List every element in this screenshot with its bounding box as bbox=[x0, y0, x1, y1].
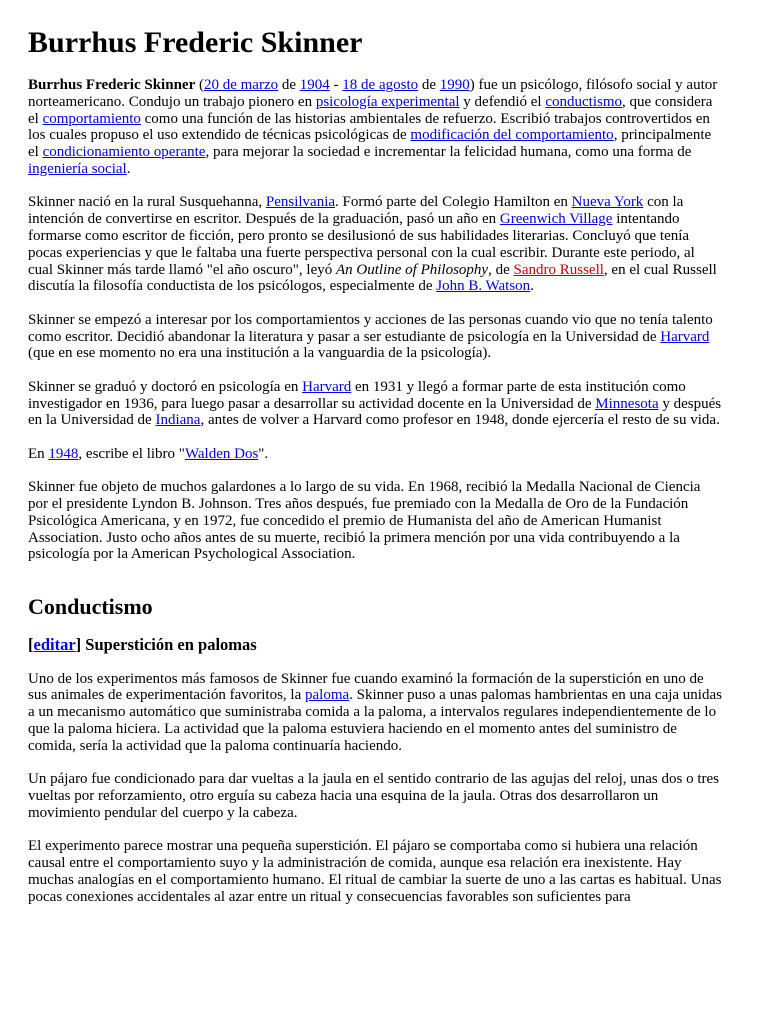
bold-subject-name: Burrhus Frederic Skinner bbox=[28, 77, 196, 93]
link-walden-dos[interactable]: Walden Dos bbox=[184, 445, 259, 462]
link-ingenieria-social[interactable]: ingeniería social bbox=[28, 160, 127, 177]
book-title-italic: An Outline of Philosophy bbox=[336, 261, 489, 278]
text-run: , para mejorar la sociedad e incrementar la felicidad humana, como una forma de bbox=[205, 144, 692, 161]
link-sandro-russell[interactable]: Sandro Russell bbox=[513, 261, 604, 278]
text-run: , escribe el libro " bbox=[78, 445, 185, 462]
subsection-heading bbox=[28, 634, 722, 656]
text-run: , de bbox=[488, 261, 514, 278]
text-run: , principalmente el bbox=[28, 127, 712, 161]
link-modificacion-del-comportamiento[interactable]: modificación del comportamiento bbox=[410, 127, 614, 144]
edit-bracket-close: ] bbox=[75, 634, 82, 654]
link-harvard[interactable]: Harvard bbox=[302, 378, 352, 395]
paragraph-academic-career bbox=[28, 379, 722, 429]
link-pensilvania[interactable]: Pensilvania bbox=[265, 194, 336, 211]
paragraph-bird-conditioning: Un pájaro fue condicionado para dar vueltas a la jaula en el sentido contrario de las agujas del reloj, unas dos o tres vueltas por reforzamiento, otro erguía su cabeza hacia una esquina de la jaula. Otras dos desarrollaron un movimiento pendular del cuerpo y la cabeza. bbox=[28, 771, 720, 821]
link-20-de-marzo[interactable]: 20 de marzo bbox=[203, 77, 279, 93]
text-run: Skinner se empezó a interesar por los comportamientos y acciones de las personas cuando vio que no tenía talento como escritor. Decidió abandonar la literatura y pasar a ser estudiante de psicología en la Universidad de bbox=[28, 311, 713, 345]
text-run: Skinner nació en la rural Susquehanna, bbox=[28, 194, 266, 211]
edit-bracket-open: [ bbox=[28, 634, 34, 654]
text-run: en 1931 y llegó a formar parte de esta institución como investigador en 1936, para luego pasar a desarrollar su actividad docente en la Universidad de bbox=[28, 378, 686, 412]
text-run: En bbox=[28, 445, 49, 462]
text-run: de bbox=[278, 77, 300, 93]
text-run: , en el cual Russell discutía la filosofía conductista de los psicólogos, especialmente de bbox=[28, 261, 717, 295]
paragraph-early-life bbox=[28, 194, 722, 295]
text-run: , antes de volver a Harvard como profesor en 1948, donde ejercería el resto de su vida. bbox=[200, 412, 720, 429]
text-run: - bbox=[329, 77, 343, 93]
section-spacer bbox=[28, 580, 722, 594]
paragraph-psychology-interest bbox=[28, 312, 722, 362]
link-1990[interactable]: 1990 bbox=[439, 77, 470, 93]
edit-section-link[interactable]: editar bbox=[33, 634, 76, 654]
text-run: Skinner se graduó y doctoró en psicología en bbox=[28, 378, 303, 395]
link-conductismo[interactable]: conductismo bbox=[545, 93, 622, 110]
link-condicionamiento-operante[interactable]: condicionamiento operante bbox=[42, 144, 206, 161]
link-18-de-agosto[interactable]: 18 de agosto bbox=[342, 77, 419, 93]
text-run: como una función de las historias ambientales de refuerzo. Escribió trabajos controvertidos en los cuales propuso el uso extendido de técnicas psicológicas de bbox=[28, 110, 710, 144]
paragraph-pigeon-experiment bbox=[28, 671, 722, 755]
text-run: y defendió el bbox=[459, 93, 546, 110]
text-run: y después en la Universidad de bbox=[28, 395, 722, 429]
text-run: con la intención de convertirse en escritor. Después de la graduación, pasó un año en bbox=[28, 194, 684, 228]
text-run: , que considera el bbox=[28, 93, 713, 127]
subsection-title: Superstición en palomas bbox=[81, 634, 257, 654]
link-psicologia-experimental[interactable]: psicología experimental bbox=[315, 93, 460, 110]
link-1948[interactable]: 1948 bbox=[48, 445, 79, 462]
text-run: intentando formarse como escritor de ficción, pero pronto se desilusionó de sus habilidades literarias. Concluyó que tenía pocas experiencias y que le faltaba una fuerte perspectiva personal con la cual escribir. Durante este periodo, al cual Skinner más tarde llamó "el año oscuro", leyó bbox=[28, 211, 695, 278]
paragraph-walden-dos bbox=[28, 446, 722, 463]
link-comportamiento[interactable]: comportamiento bbox=[42, 110, 141, 127]
text-run: . Skinner puso a unas palomas hambrientas en una caja unidas a un mecanismo automático que suministraba comida a la paloma, a intervalos regulares independientemente de lo que la paloma hiciera. La actividad que la paloma estuviera haciendo en el momento antes del suministro de comida, sería la actividad que la paloma continuaría haciendo. bbox=[28, 687, 722, 754]
paragraph-awards: Skinner fue objeto de muchos galardones a lo largo de su vida. En 1968, recibió la Medalla Nacional de Ciencia por el presidente Lyndon B. Johnson. Tres años después, fue premiado con la Medalla de Oro de la Fundación Psicológica Americana, y en 1972, fue concedido el premio de Humanista del año de American Humanist Association. Justo ocho años antes de su muerte, recibió la primera mención por una vida contribuyendo a la psicología por la American Psychological Association. bbox=[28, 479, 701, 563]
link-1904[interactable]: 1904 bbox=[299, 77, 330, 93]
text-run: ) fue un psicólogo, filósofo social y autor norteamericano. Condujo un trabajo pionero en bbox=[28, 77, 718, 110]
link-nueva-york[interactable]: Nueva York bbox=[571, 194, 644, 211]
text-run: . Formó parte del Colegio Hamilton en bbox=[335, 194, 572, 211]
link-paloma[interactable]: paloma bbox=[305, 687, 350, 704]
text-run: (que en ese momento no era una institución a la vanguardia de la psicología). bbox=[28, 345, 492, 362]
text-run: Uno de los experimentos más famosos de Skinner fue cuando examinó la formación de la superstición en uno de sus animales de experimentación favoritos, la bbox=[28, 670, 704, 704]
paragraph-superstition: El experimento parece mostrar una pequeña superstición. El pájaro se comportaba como si hubiera una relación causal entre el comportamiento suyo y la administración de comida, aunque esa relación era inexistente. Hay muchas analogías en el comportamiento humano. El ritual de cambiar la suerte de uno a las cartas es habitual. Unas pocas conexiones accidentales al azar entre un ritual y consecuencias favorables son suficientes para bbox=[28, 838, 722, 905]
link-greenwich-village[interactable]: Greenwich Village bbox=[499, 211, 613, 228]
text-run: de bbox=[418, 77, 440, 93]
link-minnesota[interactable]: Minnesota bbox=[595, 395, 659, 412]
text-run: ". bbox=[258, 445, 269, 462]
text-run: . bbox=[530, 278, 534, 295]
link-indiana[interactable]: Indiana bbox=[155, 412, 201, 429]
link-harvard[interactable]: Harvard bbox=[660, 328, 710, 345]
link-john-b-watson[interactable]: John B. Watson bbox=[436, 278, 531, 295]
text-run: ( bbox=[195, 77, 204, 93]
paragraph-intro bbox=[28, 77, 722, 178]
text-run: . bbox=[126, 160, 131, 177]
section-heading-conductismo: Conductismo bbox=[28, 593, 153, 619]
article-title: Burrhus Frederic Skinner bbox=[28, 26, 363, 59]
